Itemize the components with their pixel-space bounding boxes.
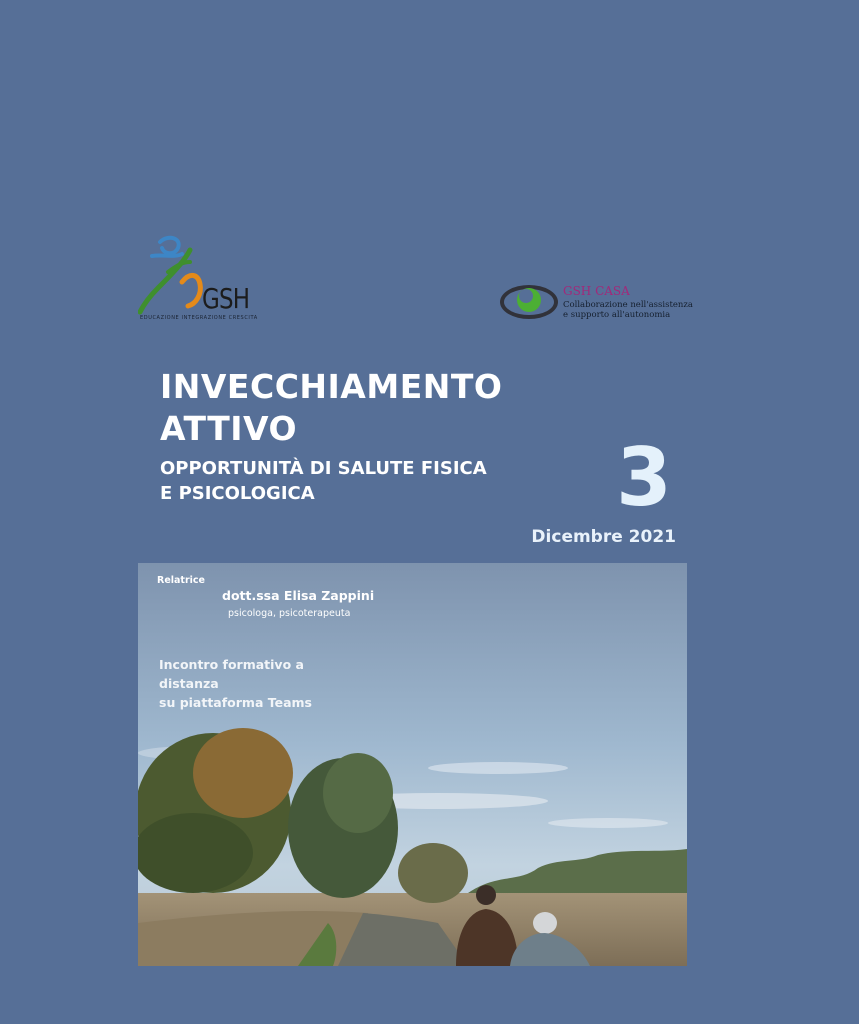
gsh-logo-tagline: EDUCAZIONE INTEGRAZIONE CRESCITA (140, 315, 258, 321)
subtitle-line-2: E PSICOLOGICA (160, 483, 315, 504)
gsh-logo (138, 232, 268, 324)
gsh-casa-name: GSH CASA (563, 284, 630, 298)
speaker-name: dott.ssa Elisa Zappini (222, 588, 375, 603)
gsh-casa-logo (499, 282, 699, 326)
speaker-label: Relatrice (157, 575, 205, 586)
issue-date: Dicembre 2021 (531, 527, 676, 547)
speaker-role: psicologa, psicoterapeuta (228, 608, 351, 619)
event-description (159, 655, 312, 712)
document-title (160, 366, 580, 450)
cover-photo (138, 563, 687, 966)
gsh-logo-wordmark: GSH (202, 282, 250, 315)
gsh-casa-eye-icon (499, 282, 561, 322)
title-line-2: ATTIVO (160, 409, 298, 448)
title-line-1: INVECCHIAMENTO (160, 367, 503, 406)
issue-number: 3 (616, 431, 672, 524)
subtitle-line-1: OPPORTUNITÀ DI SALUTE FISICA (160, 458, 487, 479)
event-line-3: su piattaforma Teams (159, 695, 312, 710)
document-subtitle (160, 456, 580, 506)
event-line-1: Incontro formativo a (159, 657, 304, 672)
event-line-2: distanza (159, 676, 219, 691)
gsh-casa-subtitle-line2: e supporto all'autonomia (563, 310, 671, 320)
park-walk-photo (138, 563, 687, 966)
gsh-casa-subtitle (563, 300, 693, 320)
gsh-casa-subtitle-line1: Collaborazione nell'assistenza (563, 300, 693, 310)
